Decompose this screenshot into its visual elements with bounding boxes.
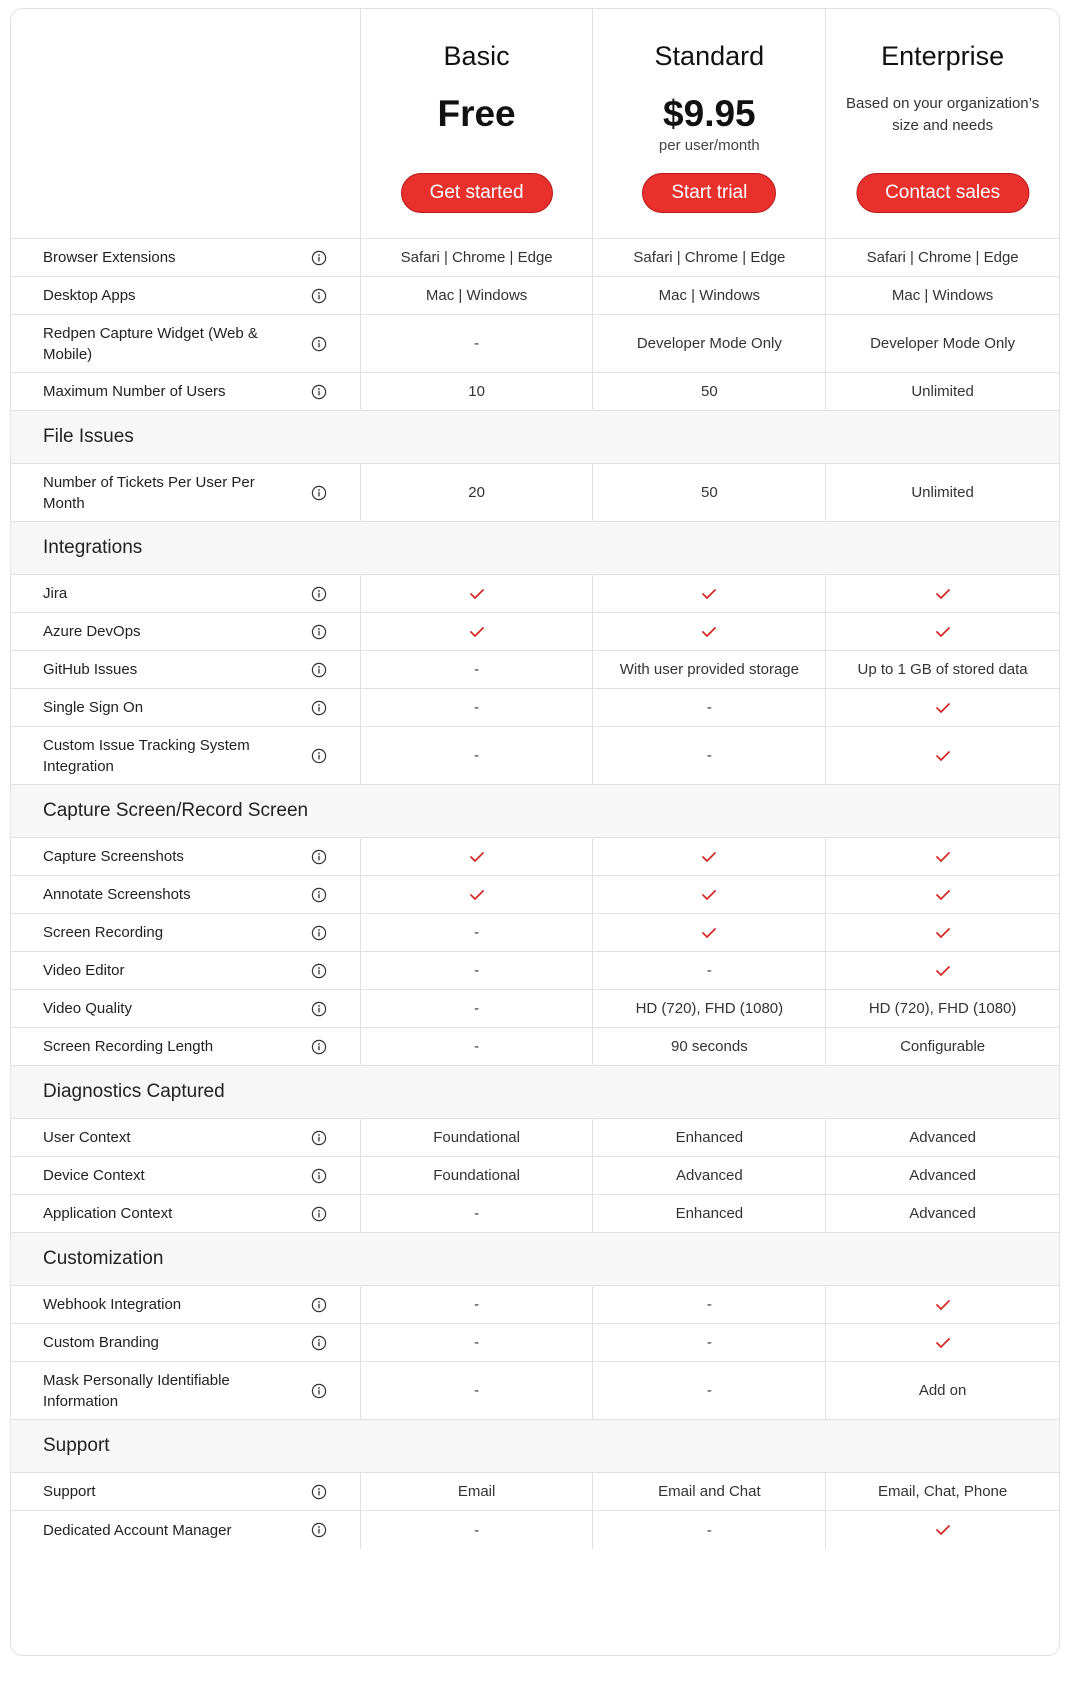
section-heading: Diagnostics Captured	[11, 1066, 1059, 1119]
info-icon[interactable]	[311, 384, 327, 400]
feature-label: Video Quality	[43, 1000, 132, 1017]
value-cell-basic	[361, 990, 594, 1027]
value-cell-standard	[593, 464, 826, 521]
info-icon[interactable]	[311, 1297, 327, 1313]
value-cell-standard	[593, 239, 826, 276]
feature-cell	[11, 952, 361, 989]
check-icon	[935, 626, 951, 638]
value-cell-standard	[593, 838, 826, 875]
feature-label: Screen Recording Length	[43, 1038, 214, 1055]
value-cell-basic	[361, 277, 594, 314]
value-text: Foundational	[433, 1167, 520, 1184]
value-text: -	[474, 1205, 480, 1222]
feature-cell	[11, 1286, 361, 1323]
value-text: -	[474, 924, 480, 941]
check-icon	[469, 889, 485, 901]
feature-row	[11, 1157, 1059, 1195]
value-text: 90 seconds	[670, 1038, 748, 1055]
value-cell-enterprise	[826, 1028, 1059, 1065]
value-cell-standard	[593, 1195, 826, 1232]
feature-label: Maximum Number of Users	[43, 383, 226, 400]
feature-row	[11, 239, 1059, 277]
feature-label: Capture Screenshots	[43, 848, 184, 865]
feature-cell	[11, 990, 361, 1027]
value-cell-standard	[593, 1473, 826, 1510]
info-icon[interactable]	[311, 1484, 327, 1500]
feature-row	[11, 651, 1059, 689]
feature-cell	[11, 1511, 361, 1549]
info-icon[interactable]	[311, 700, 327, 716]
feature-row	[11, 1362, 1059, 1420]
value-cell-standard	[593, 952, 826, 989]
value-cell-basic	[361, 1511, 594, 1549]
feature-label: Custom Branding	[43, 1334, 159, 1351]
feature-label: Webhook Integration	[43, 1296, 182, 1313]
value-text: Safari | Chrome | Edge	[866, 249, 1019, 266]
check-icon	[469, 626, 485, 638]
start-trial-button[interactable]: Start trial	[642, 173, 776, 213]
value-cell-standard	[593, 613, 826, 650]
value-cell-enterprise	[826, 876, 1059, 913]
feature-row	[11, 1286, 1059, 1324]
value-text: -	[474, 1382, 480, 1399]
value-text: Up to 1 GB of stored data	[857, 661, 1028, 678]
info-icon[interactable]	[311, 1206, 327, 1222]
check-icon	[935, 851, 951, 863]
value-cell-basic	[361, 727, 594, 784]
info-icon[interactable]	[311, 1335, 327, 1351]
value-cell-enterprise	[826, 1286, 1059, 1323]
feature-label: Custom Issue Tracking System Integration	[43, 736, 250, 775]
plans-header	[11, 9, 1059, 239]
check-icon	[701, 927, 717, 939]
feature-rows	[11, 239, 1059, 1549]
feature-row	[11, 914, 1059, 952]
feature-row	[11, 952, 1059, 990]
value-cell-enterprise	[826, 1362, 1059, 1419]
info-icon[interactable]	[311, 925, 327, 941]
value-text: -	[474, 335, 480, 352]
value-cell-enterprise	[826, 1511, 1059, 1549]
value-text: -	[474, 661, 480, 678]
plan-price-unit: per user/month	[658, 137, 760, 154]
value-cell-standard	[593, 1286, 826, 1323]
check-icon	[935, 750, 951, 762]
info-icon[interactable]	[311, 849, 327, 865]
value-text: Email, Chat, Phone	[877, 1483, 1008, 1500]
value-cell-basic	[361, 575, 594, 612]
value-text: Advanced	[909, 1167, 976, 1184]
feature-row	[11, 1511, 1059, 1549]
feature-cell	[11, 1195, 361, 1232]
section-heading: Support	[11, 1420, 1059, 1473]
feature-row	[11, 575, 1059, 613]
feature-cell	[11, 876, 361, 913]
feature-label: Azure DevOps	[43, 623, 141, 640]
value-text: HD (720), FHD (1080)	[635, 1000, 784, 1017]
check-icon	[935, 702, 951, 714]
value-text: -	[474, 699, 480, 716]
info-icon[interactable]	[311, 336, 327, 352]
value-cell-standard	[593, 876, 826, 913]
info-icon[interactable]	[311, 1039, 327, 1055]
value-cell-basic	[361, 1119, 594, 1156]
value-cell-standard	[593, 914, 826, 951]
value-cell-standard	[593, 315, 826, 372]
value-text: Add on	[918, 1382, 967, 1399]
feature-cell	[11, 689, 361, 726]
value-cell-basic	[361, 239, 594, 276]
info-icon[interactable]	[311, 662, 327, 678]
feature-row	[11, 613, 1059, 651]
value-text: -	[474, 1296, 480, 1313]
feature-cell	[11, 727, 361, 784]
feature-row	[11, 1324, 1059, 1362]
value-text: Mac | Windows	[425, 287, 528, 304]
value-cell-standard	[593, 1157, 826, 1194]
feature-row	[11, 373, 1059, 411]
section-heading: Integrations	[11, 522, 1059, 575]
feature-label: Video Editor	[43, 962, 125, 979]
feature-row	[11, 1028, 1059, 1066]
feature-row	[11, 315, 1059, 373]
feature-row	[11, 464, 1059, 522]
value-cell-basic	[361, 1195, 594, 1232]
value-cell-standard	[593, 1119, 826, 1156]
value-text: -	[474, 962, 480, 979]
value-text: -	[706, 962, 712, 979]
value-cell-standard	[593, 689, 826, 726]
check-icon	[935, 1524, 951, 1536]
feature-label: Device Context	[43, 1167, 145, 1184]
plan-name: Standard	[654, 41, 765, 71]
feature-row	[11, 1195, 1059, 1233]
value-cell-enterprise	[826, 277, 1059, 314]
feature-label: Desktop Apps	[43, 287, 136, 304]
value-cell-basic	[361, 1286, 594, 1323]
value-text: Email and Chat	[658, 1483, 761, 1500]
header-spacer	[11, 9, 361, 238]
feature-label: Support	[43, 1483, 96, 1500]
value-text: Mac | Windows	[658, 287, 761, 304]
value-cell-enterprise	[826, 239, 1059, 276]
value-text: Advanced	[909, 1205, 976, 1222]
section-heading: Customization	[11, 1233, 1059, 1286]
info-icon[interactable]	[311, 1383, 327, 1399]
info-icon[interactable]	[311, 250, 327, 266]
value-text: Safari | Chrome | Edge	[400, 249, 553, 266]
value-cell-enterprise	[826, 1195, 1059, 1232]
info-icon[interactable]	[311, 1168, 327, 1184]
value-cell-basic	[361, 1324, 594, 1361]
feature-row	[11, 1473, 1059, 1511]
feature-cell	[11, 277, 361, 314]
feature-cell	[11, 239, 361, 276]
info-icon[interactable]	[311, 887, 327, 903]
check-icon	[701, 588, 717, 600]
plan-name: Basic	[443, 41, 510, 71]
value-cell-enterprise	[826, 1324, 1059, 1361]
check-icon	[701, 889, 717, 901]
feature-cell	[11, 1028, 361, 1065]
feature-cell	[11, 1473, 361, 1510]
plan-price: $9.95	[663, 93, 756, 134]
feature-cell	[11, 1157, 361, 1194]
value-text: -	[706, 699, 712, 716]
value-text: Safari | Chrome | Edge	[633, 249, 786, 266]
feature-label: GitHub Issues	[43, 661, 138, 678]
value-cell-basic	[361, 651, 594, 688]
value-cell-enterprise	[826, 1473, 1059, 1510]
value-cell-basic	[361, 1362, 594, 1419]
value-text: Developer Mode Only	[870, 335, 1016, 352]
feature-label: Number of Tickets Per User Per Month	[43, 473, 255, 512]
value-cell-standard	[593, 990, 826, 1027]
plan-description: Based on your organization’s size and needs	[846, 95, 1040, 134]
feature-cell	[11, 914, 361, 951]
feature-cell	[11, 575, 361, 612]
value-cell-enterprise	[826, 575, 1059, 612]
info-icon[interactable]	[311, 485, 327, 501]
value-text: -	[706, 1334, 712, 1351]
feature-cell	[11, 1324, 361, 1361]
value-text: -	[706, 1521, 712, 1539]
feature-row	[11, 727, 1059, 785]
info-icon[interactable]	[311, 1130, 327, 1146]
value-text: 50	[701, 383, 718, 400]
info-icon[interactable]	[311, 963, 327, 979]
value-cell-standard	[593, 1028, 826, 1065]
value-text: -	[474, 1038, 480, 1055]
value-cell-basic	[361, 838, 594, 875]
plan-basic	[361, 9, 594, 238]
value-text: Developer Mode Only	[636, 335, 782, 352]
value-cell-basic	[361, 1157, 594, 1194]
check-icon	[935, 889, 951, 901]
info-icon[interactable]	[311, 624, 327, 640]
value-cell-basic	[361, 315, 594, 372]
feature-cell	[11, 464, 361, 521]
value-cell-enterprise	[826, 464, 1059, 521]
check-icon	[935, 1337, 951, 1349]
value-cell-enterprise	[826, 727, 1059, 784]
value-cell-basic	[361, 876, 594, 913]
feature-cell	[11, 651, 361, 688]
section-heading: File Issues	[11, 411, 1059, 464]
feature-label: User Context	[43, 1129, 131, 1146]
value-cell-basic	[361, 914, 594, 951]
value-cell-standard	[593, 1362, 826, 1419]
feature-cell	[11, 315, 361, 372]
value-cell-enterprise	[826, 838, 1059, 875]
value-text: -	[474, 1000, 480, 1017]
info-icon[interactable]	[311, 1001, 327, 1017]
value-cell-basic	[361, 373, 594, 410]
feature-label: Redpen Capture Widget (Web & Mobile)	[43, 324, 258, 363]
check-icon	[469, 588, 485, 600]
value-cell-standard	[593, 373, 826, 410]
feature-row	[11, 990, 1059, 1028]
feature-label: Browser Extensions	[43, 249, 176, 266]
value-cell-basic	[361, 464, 594, 521]
value-text: 10	[468, 383, 485, 400]
check-icon	[469, 851, 485, 863]
value-cell-enterprise	[826, 952, 1059, 989]
feature-label: Screen Recording	[43, 924, 164, 941]
value-cell-enterprise	[826, 1119, 1059, 1156]
value-text: -	[706, 1296, 712, 1313]
plan-enterprise	[826, 9, 1059, 238]
get-started-button[interactable]: Get started	[401, 173, 553, 213]
info-icon[interactable]	[311, 586, 327, 602]
plan-price: Free	[437, 93, 516, 134]
value-cell-standard	[593, 277, 826, 314]
feature-row	[11, 277, 1059, 315]
value-cell-enterprise	[826, 613, 1059, 650]
value-text: 20	[468, 484, 485, 501]
value-text: Mac | Windows	[891, 287, 994, 304]
value-cell-basic	[361, 689, 594, 726]
feature-row	[11, 876, 1059, 914]
value-text: Advanced	[909, 1129, 976, 1146]
feature-label: Dedicated Account Manager	[43, 1521, 232, 1539]
value-text: -	[706, 747, 712, 764]
value-cell-enterprise	[826, 914, 1059, 951]
check-icon	[935, 965, 951, 977]
check-icon	[935, 1299, 951, 1311]
value-text: 50	[701, 484, 718, 501]
value-text: Configurable	[900, 1038, 986, 1055]
value-text: With user provided storage	[619, 661, 799, 678]
feature-cell	[11, 838, 361, 875]
info-icon[interactable]	[311, 1522, 327, 1538]
feature-label: Mask Personally Identifiable Information	[43, 1371, 230, 1410]
check-icon	[935, 927, 951, 939]
check-icon	[701, 626, 717, 638]
value-cell-standard	[593, 1324, 826, 1361]
value-text: -	[474, 1334, 480, 1351]
value-cell-enterprise	[826, 315, 1059, 372]
value-text: Foundational	[433, 1129, 520, 1146]
feature-cell	[11, 613, 361, 650]
value-cell-enterprise	[826, 1157, 1059, 1194]
section-heading: Capture Screen/Record Screen	[11, 785, 1059, 838]
feature-label: Jira	[43, 585, 68, 602]
value-cell-standard	[593, 575, 826, 612]
feature-row	[11, 1119, 1059, 1157]
value-text: Unlimited	[911, 484, 974, 501]
plan-name: Enterprise	[881, 41, 1005, 71]
check-icon	[935, 588, 951, 600]
value-cell-basic	[361, 613, 594, 650]
info-icon[interactable]	[311, 288, 327, 304]
value-text: Advanced	[676, 1167, 743, 1184]
info-icon[interactable]	[311, 748, 327, 764]
value-cell-enterprise	[826, 651, 1059, 688]
value-cell-basic	[361, 1473, 594, 1510]
value-cell-basic	[361, 1028, 594, 1065]
value-text: HD (720), FHD (1080)	[868, 1000, 1017, 1017]
value-text: Enhanced	[675, 1205, 744, 1222]
value-cell-standard	[593, 727, 826, 784]
feature-cell	[11, 1119, 361, 1156]
feature-row	[11, 838, 1059, 876]
plan-standard	[593, 9, 826, 238]
value-text: -	[706, 1382, 712, 1399]
value-text: Enhanced	[675, 1129, 744, 1146]
feature-label: Application Context	[43, 1205, 173, 1222]
feature-label: Single Sign On	[43, 699, 144, 716]
value-cell-standard	[593, 651, 826, 688]
value-text: Email	[457, 1483, 496, 1500]
value-text: Unlimited	[911, 383, 974, 400]
value-cell-enterprise	[826, 689, 1059, 726]
check-icon	[701, 851, 717, 863]
pricing-comparison-table	[10, 8, 1060, 1656]
contact-sales-button[interactable]: Contact sales	[856, 173, 1029, 213]
feature-label: Annotate Screenshots	[43, 886, 191, 903]
feature-row	[11, 689, 1059, 727]
value-cell-enterprise	[826, 373, 1059, 410]
value-text: -	[474, 1521, 480, 1539]
feature-cell	[11, 373, 361, 410]
value-cell-basic	[361, 952, 594, 989]
value-cell-enterprise	[826, 990, 1059, 1027]
value-text: -	[474, 747, 480, 764]
feature-cell	[11, 1362, 361, 1419]
value-cell-standard	[593, 1511, 826, 1549]
